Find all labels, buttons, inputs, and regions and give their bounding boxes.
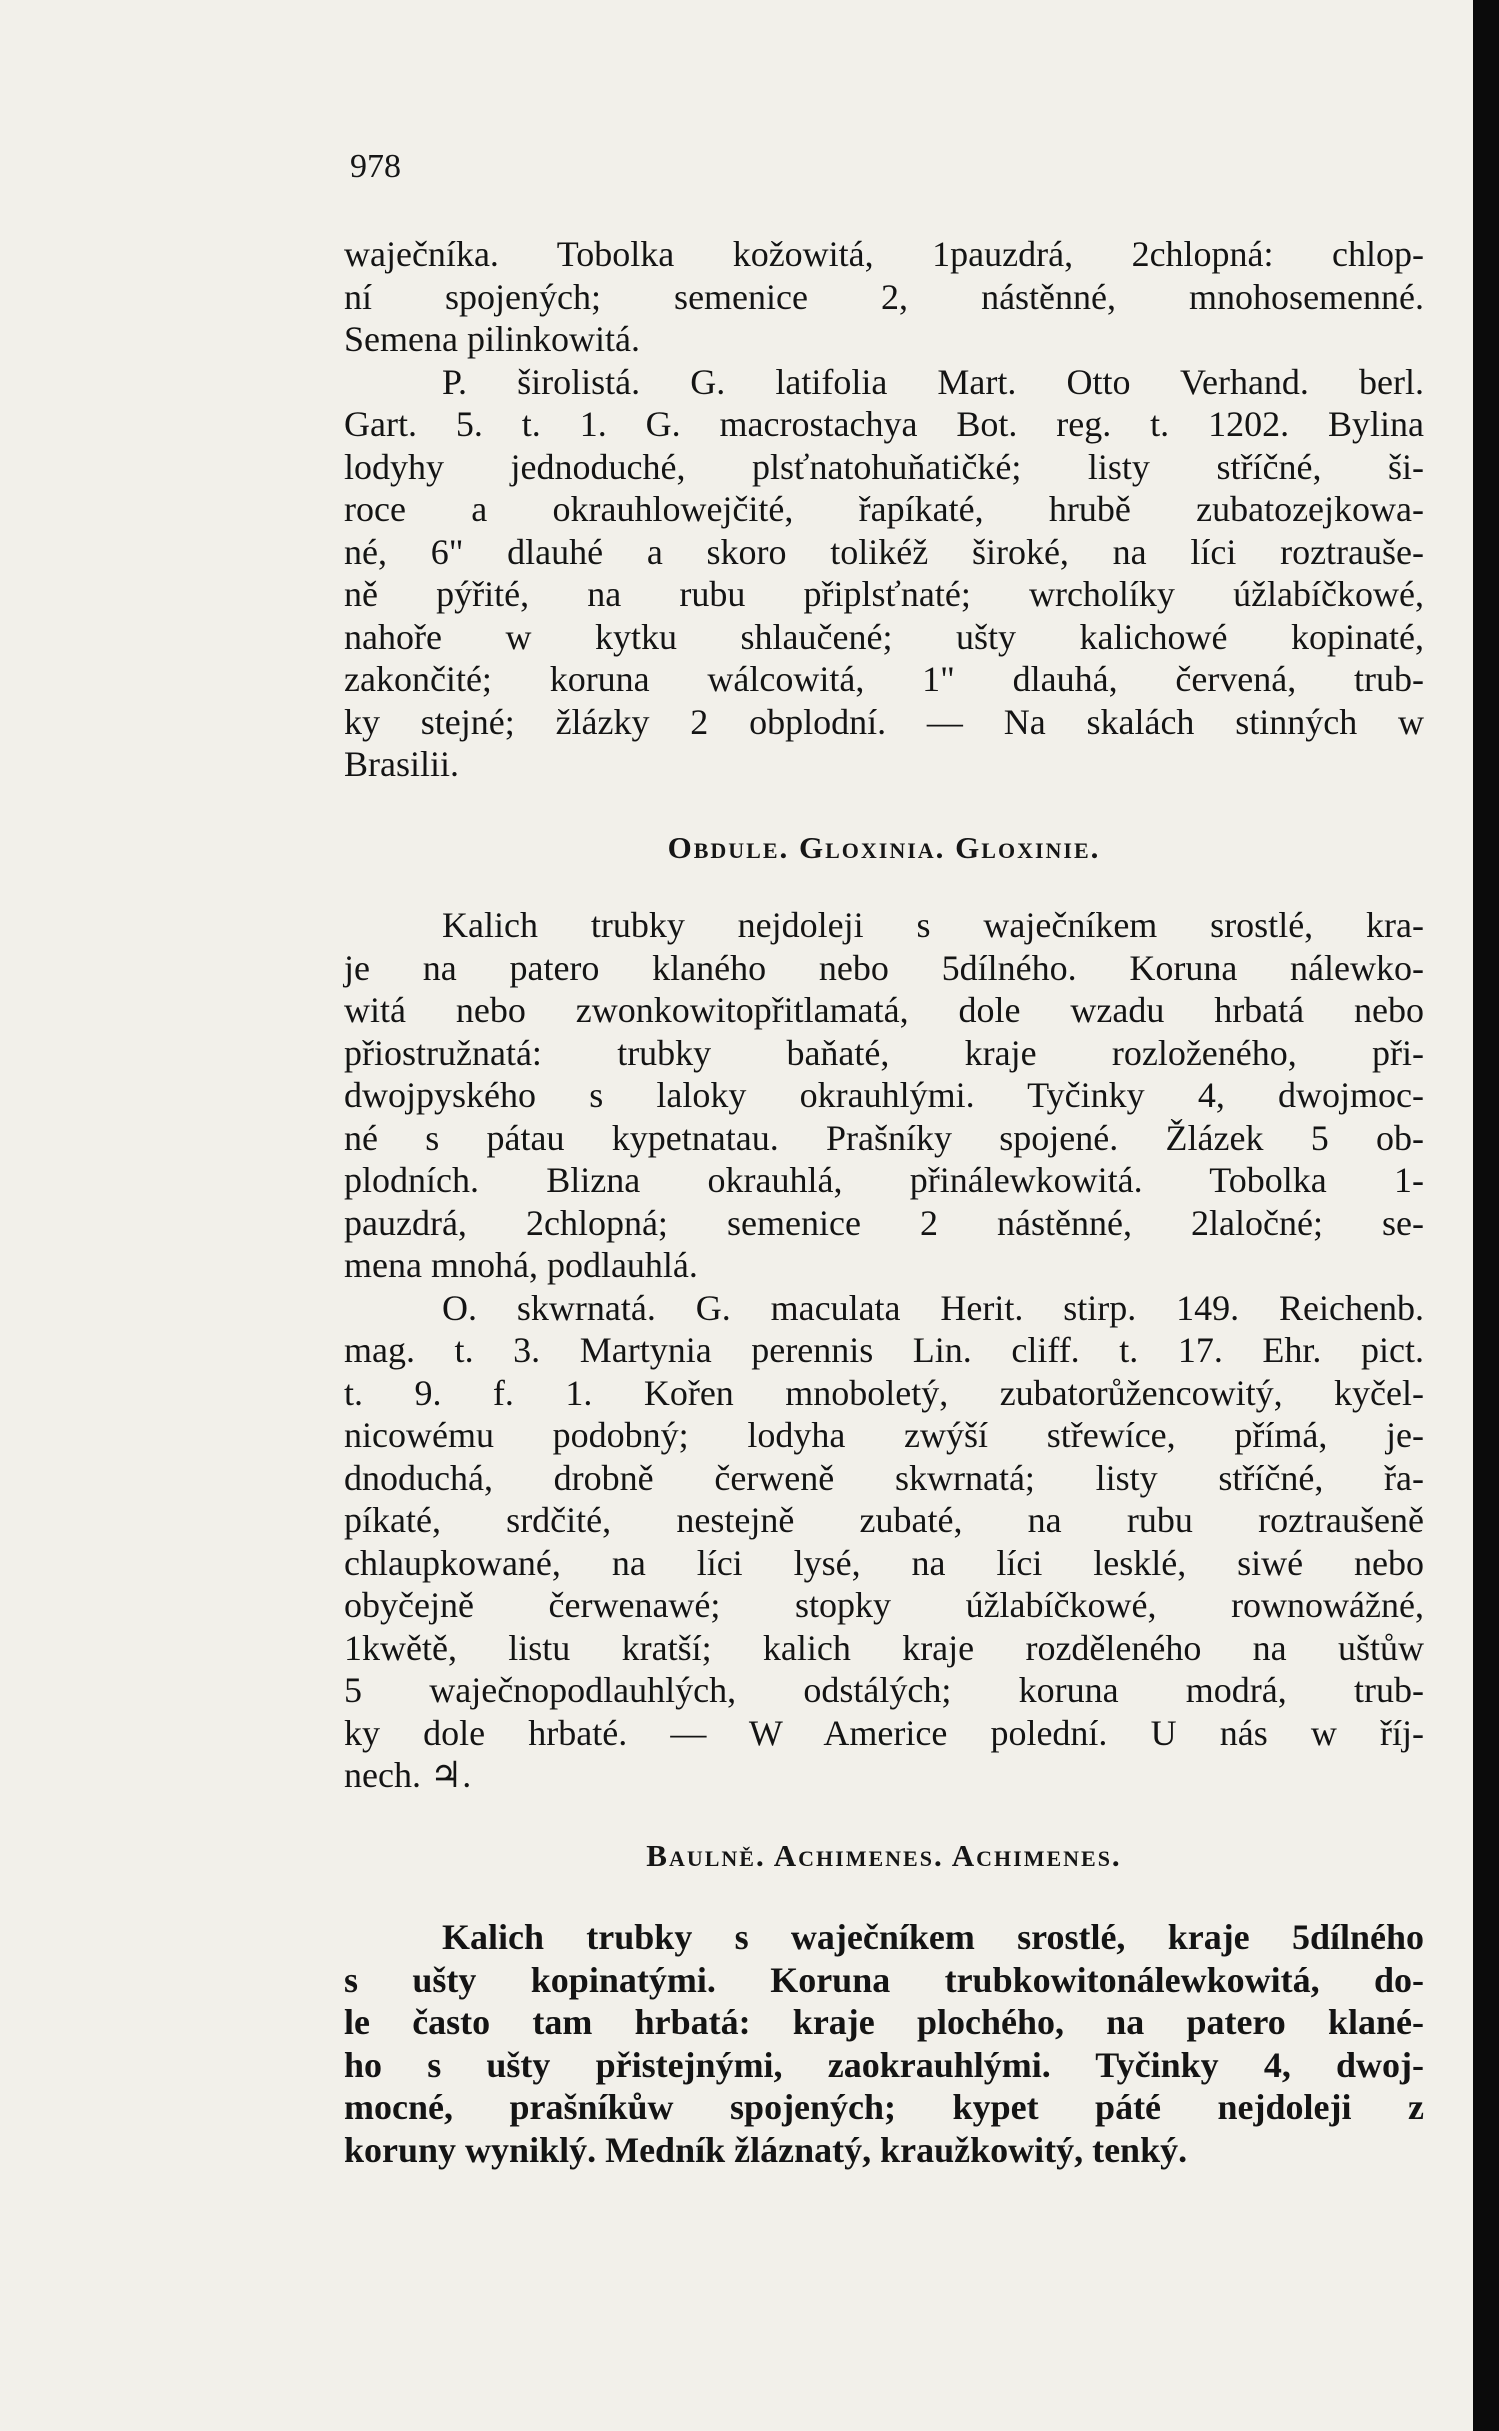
text-line: nicowému podobný; lodyha zwýší střewíce, přímá, je- — [344, 1415, 1424, 1455]
text-line: mag. t. 3. Martynia perennis Lin. cliff. t. 17. Ehr. pict. — [344, 1330, 1424, 1370]
text-line: zakončité; koruna wálcowitá, 1" dlauhá, červená, trub- — [344, 659, 1424, 699]
text-line: plodních. Blizna okrauhlá, přinálewkowitá. Tobolka 1- — [344, 1160, 1424, 1200]
text-line: koruny wyniklý. Medník žláznatý, kraužkowitý, tenký. — [344, 2129, 1188, 2170]
text-line: P. širolistá. G. latifolia Mart. Otto Verhand. berl. — [442, 361, 1424, 402]
text-line: witá nebo zwonkowitopřitlamatá, dole wzadu hrbatá nebo — [344, 990, 1424, 1030]
text-line: ky dole hrbaté. — W Americe polední. U nás w říj- — [344, 1712, 1424, 1753]
text-line: né s pátau kypetnatau. Prašníky spojené. Žlázek 5 ob- — [344, 1117, 1424, 1158]
text-line: Brasilii. — [344, 744, 459, 784]
page-edge-shadow — [1473, 0, 1499, 2431]
text-line: O. skwrnatá. G. maculata Herit. stirp. 149. Reichenb. — [442, 1287, 1424, 1328]
text-line: lodyhy jednoduché, plsťnatohuňatičké; listy stříčné, ši- — [344, 446, 1424, 487]
text-line: nahoře w kytku shlaučené; ušty kalichowé kopinaté, — [344, 616, 1424, 657]
text-line: ky stejné; žlázky 2 obplodní. — Na skalách stinných w — [344, 701, 1424, 742]
text-line: 5 waječnopodlauhlých, odstálých; koruna modrá, trub- — [344, 1670, 1424, 1710]
text-line: t. 9. f. 1. Kořen mnoboletý, zubatorůžencowitý, kyčel- — [344, 1372, 1424, 1413]
text-line: mocné, prašníkůw spojených; kypet páté nejdoleji z — [344, 2087, 1424, 2127]
text-line: píkaté, srdčité, nestejně zubaté, na rubu roztraušeně — [344, 1500, 1424, 1540]
text-line: waječníka. Tobolka kožowitá, 1pauzdrá, 2chlopná: chlop- — [344, 234, 1424, 274]
text-line: s ušty kopinatými. Koruna trubkowitonálewkowitá, do- — [344, 1959, 1424, 2000]
text-line: le často tam hrbatá: kraje plochého, na patero klané- — [344, 2002, 1424, 2042]
text-line: dwojpyského s laloky okrauhlými. Tyčinky 4, dwojmoc- — [344, 1075, 1424, 1115]
text-line: ní spojených; semenice 2, nástěnné, mnohosemenné. — [344, 276, 1424, 317]
text-line: obyčejně čerwenawé; stopky úžlabíčkowé, rownowážné, — [344, 1585, 1424, 1625]
paragraph-achimenes-genus — [344, 1916, 1424, 2171]
text-line: je na patero klaného nebo 5dílného. Koruna nálewko- — [344, 947, 1424, 988]
text-line: ně pýřité, na rubu připlsťnaté; wrcholíky úžlabíčkowé, — [344, 574, 1424, 614]
text-line: 1kwětě, listu kratší; kalich kraje rozděleného na uštůw — [344, 1627, 1424, 1668]
paragraph-gloxinia-genus — [344, 904, 1424, 1797]
text-line: Semena pilinkowitá. — [344, 319, 640, 359]
text-line: né, 6" dlauhé a skoro tolikéž široké, na líci roztrauše- — [344, 531, 1424, 572]
text-line: nech. ♃. — [344, 1755, 472, 1795]
text-line: pauzdrá, 2chlopná; semenice 2 nástěnné, 2laločné; se- — [344, 1202, 1424, 1243]
text-line: ho s ušty přistejnými, zaokrauhlými. Tyčinky 4, dwoj- — [344, 2044, 1424, 2085]
text-line: Kalich trubky nejdoleji s waječníkem srostlé, kra- — [442, 905, 1424, 945]
section-heading-achimenes: Baulně. Achimenes. Achimenes. — [646, 1838, 1122, 1873]
text-line: Gart. 5. t. 1. G. macrostachya Bot. reg. t. 1202. Bylina — [344, 404, 1424, 444]
paragraph-gloxinia-species — [344, 233, 1424, 786]
text-line: mena mnohá, podlauhlá. — [344, 1245, 698, 1285]
text-line: chlaupkowané, na líci lysé, na líci lesklé, siwé nebo — [344, 1542, 1424, 1583]
page-number: 978 — [350, 148, 401, 185]
text-line: dnoduchá, drobně čerweně skwrnatá; listy stříčné, řa- — [344, 1457, 1424, 1498]
text-line: přiostružnatá: trubky baňaté, kraje rozloženého, při- — [344, 1032, 1424, 1073]
section-heading-gloxinia: Obdule. Gloxinia. Gloxinie. — [667, 830, 1101, 865]
text-line: roce a okrauhlowejčité, řapíkaté, hrubě zubatozejkowa- — [344, 489, 1424, 529]
text-line: Kalich trubky s waječníkem srostlé, kraje 5dílného — [442, 1917, 1424, 1957]
